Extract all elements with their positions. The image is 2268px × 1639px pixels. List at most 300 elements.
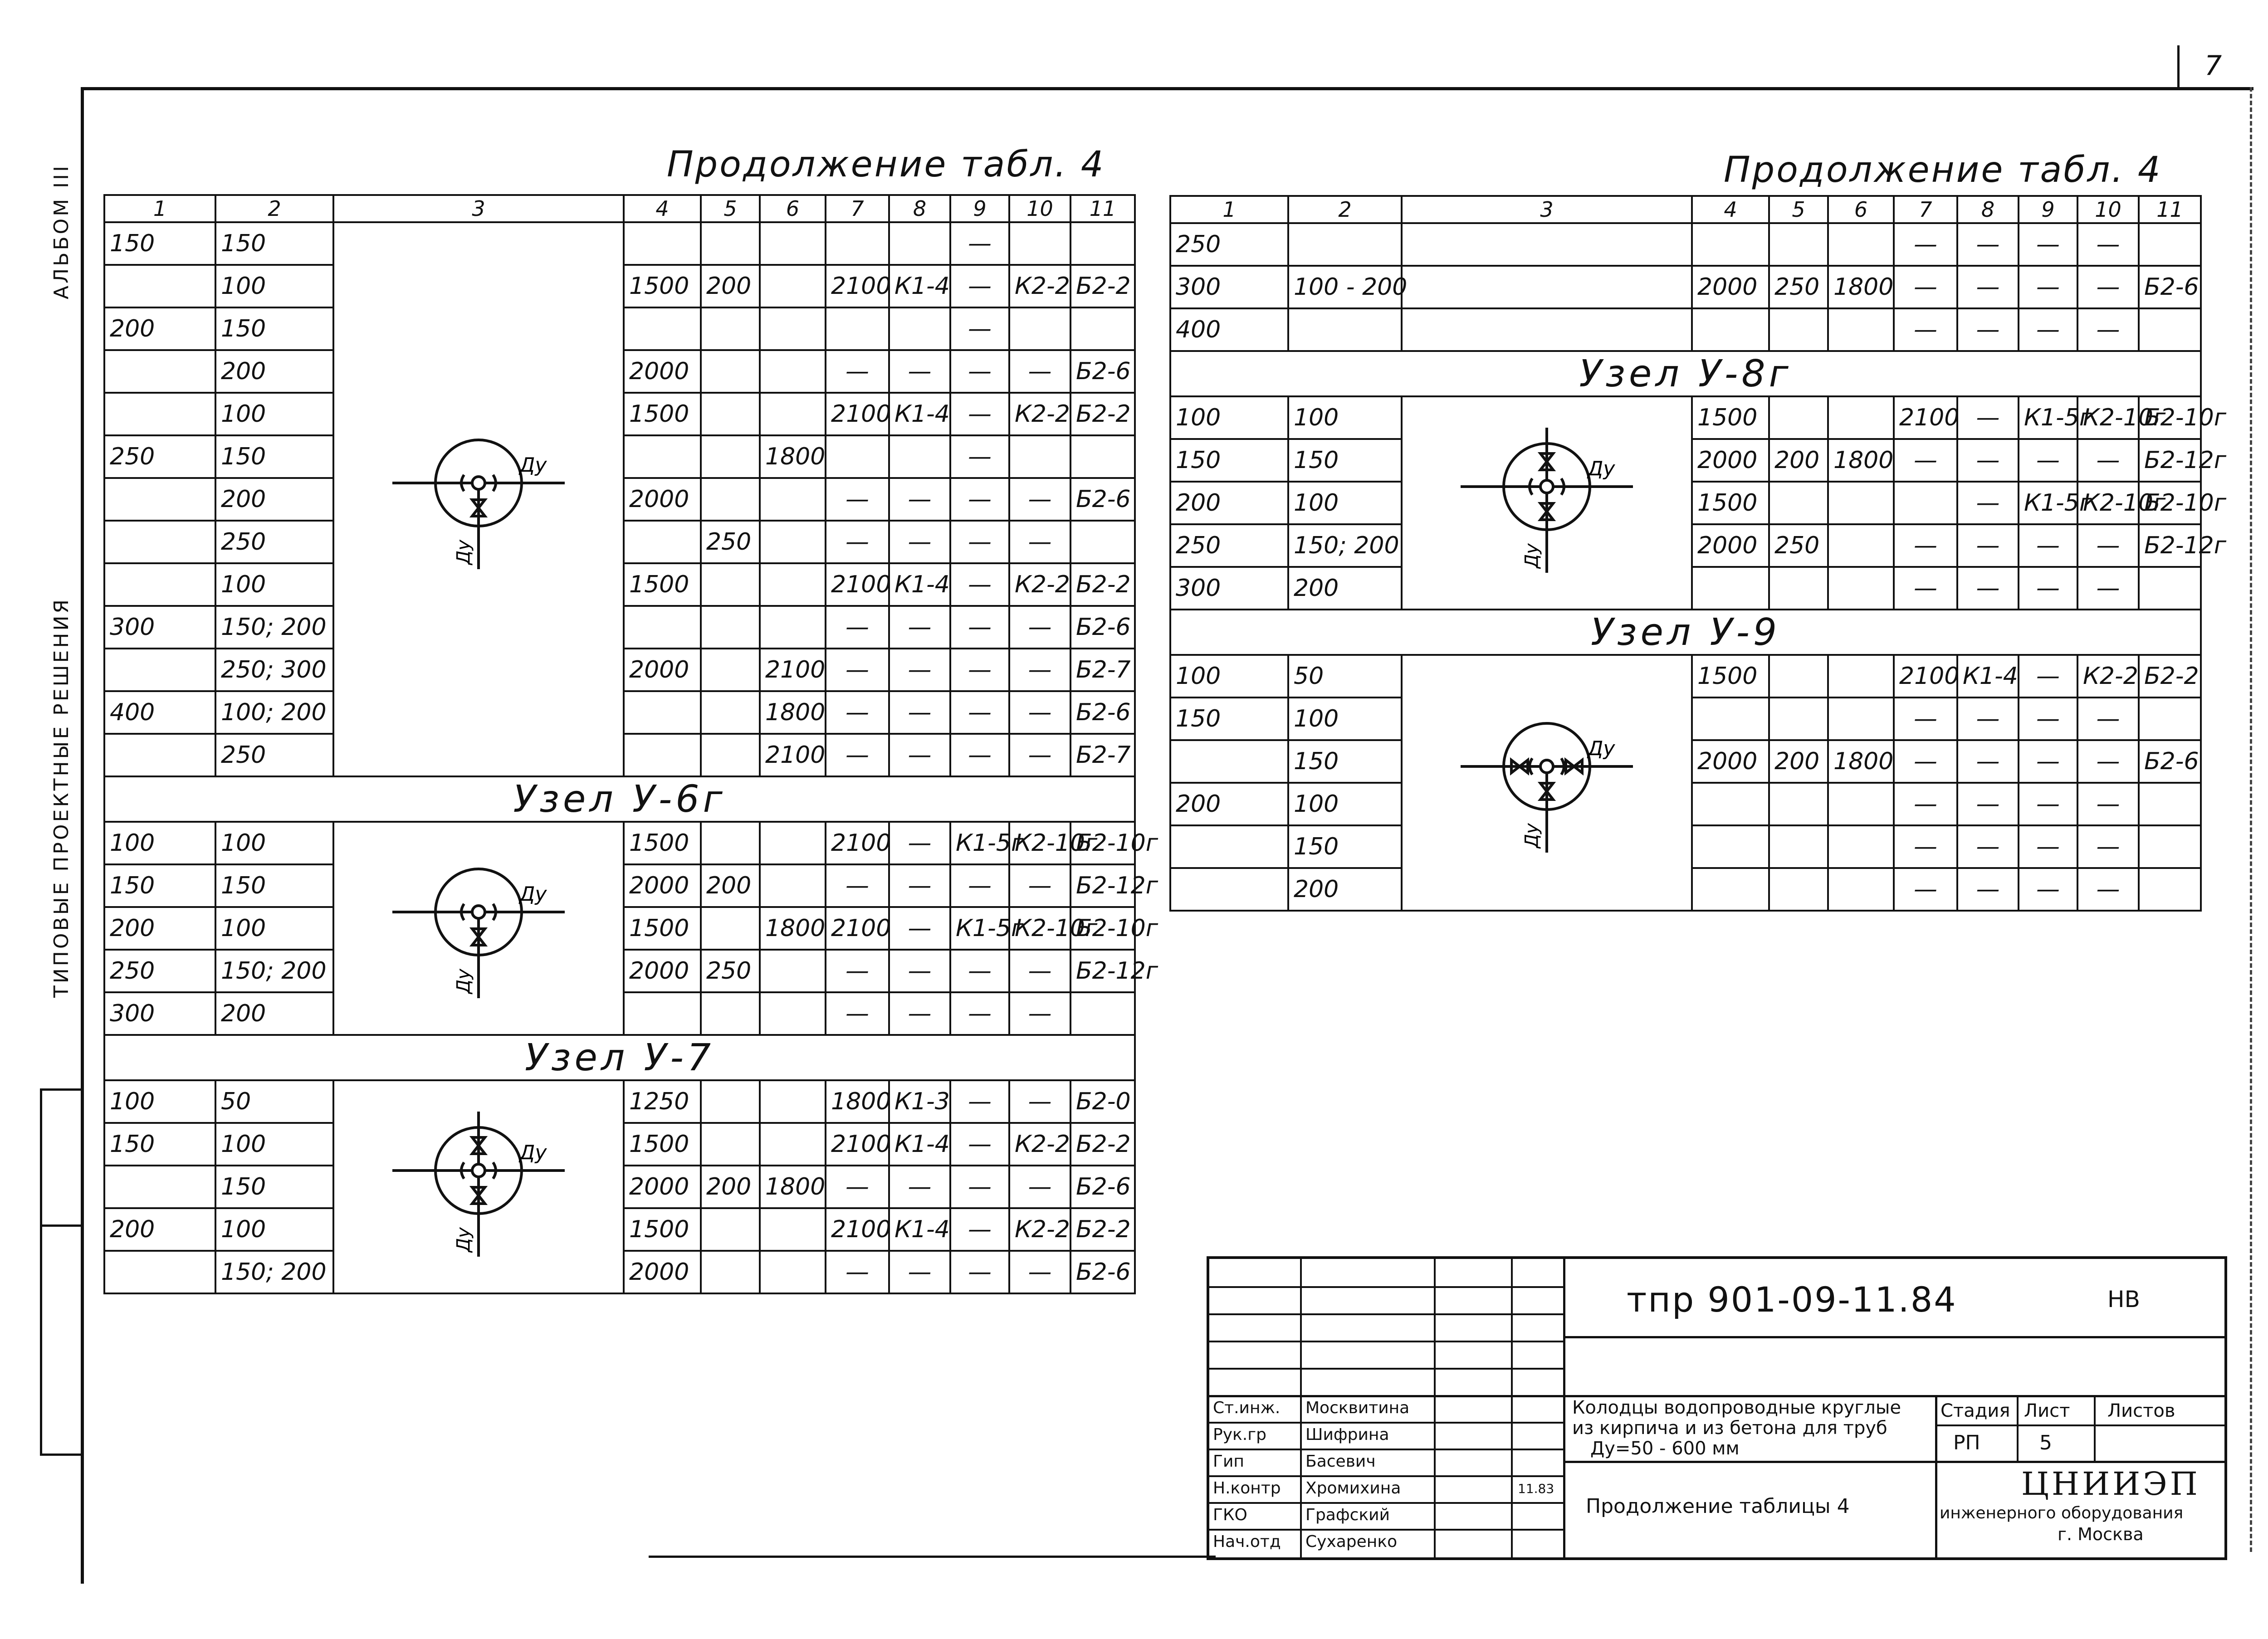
table-cell bbox=[104, 393, 215, 435]
table-cell: 2100 bbox=[826, 1123, 889, 1166]
table-cell bbox=[701, 992, 760, 1035]
table-cell: 100 bbox=[1288, 396, 1402, 439]
table-cell bbox=[1828, 825, 1894, 868]
table-cell: 50 bbox=[215, 1080, 333, 1123]
table-cell: 2100 bbox=[826, 907, 889, 950]
table-cell: — bbox=[1894, 223, 1957, 266]
table-cell: 200 bbox=[104, 907, 215, 950]
table-cell bbox=[104, 1166, 215, 1208]
table-cell bbox=[889, 222, 950, 265]
table-cell bbox=[1828, 698, 1894, 740]
table-cell: — bbox=[826, 864, 889, 907]
table-cell bbox=[760, 521, 826, 563]
table-cell bbox=[1070, 521, 1135, 563]
table-cell: — bbox=[826, 350, 889, 393]
node-symbol-u9 bbox=[1452, 698, 1642, 862]
table-cell bbox=[760, 478, 826, 521]
table-cell bbox=[1828, 223, 1894, 266]
table-cell: — bbox=[1009, 864, 1070, 907]
table-cell: 100 bbox=[215, 393, 333, 435]
table-cell: К2-10г bbox=[1009, 822, 1070, 864]
table-cell: 2000 bbox=[624, 950, 701, 992]
table-cell: — bbox=[2077, 223, 2139, 266]
table-cell: — bbox=[1957, 567, 2019, 610]
table-cell: 1500 bbox=[624, 1208, 701, 1251]
table-cell: 150 bbox=[215, 1166, 333, 1208]
dy-label-vertical: Ду bbox=[1521, 823, 1542, 848]
tb-org-col bbox=[1935, 1461, 1937, 1557]
table-cell bbox=[1402, 308, 1692, 351]
table-cell: 300 bbox=[1170, 266, 1288, 308]
table-cell: 250 bbox=[701, 521, 760, 563]
table-cell: Б2-6 bbox=[1070, 606, 1135, 649]
node-diagram-cell bbox=[1402, 396, 1692, 610]
table-cell bbox=[104, 265, 215, 307]
table-cell: К1-5г bbox=[2019, 396, 2077, 439]
table-cell: — bbox=[1894, 524, 1957, 567]
table-cell: — bbox=[2019, 698, 2077, 740]
table-cell: 250 bbox=[104, 950, 215, 992]
table-cell: 1500 bbox=[1692, 655, 1769, 698]
table-cell: 1800 bbox=[1828, 740, 1894, 783]
table-cell: Б2-2 bbox=[1070, 265, 1135, 307]
table-cell: — bbox=[2019, 524, 2077, 567]
table-cell: — bbox=[950, 222, 1009, 265]
table-cell: Б2-2 bbox=[1070, 393, 1135, 435]
node-u6g-title: Узел У-6г bbox=[104, 776, 1135, 822]
table-cell: 200 bbox=[104, 1208, 215, 1251]
table-cell: — bbox=[889, 950, 950, 992]
dy-label-vertical: Ду bbox=[453, 1227, 474, 1252]
bottom-rule bbox=[649, 1556, 1216, 1558]
table-cell bbox=[2139, 783, 2201, 825]
dy-label-horizontal: Ду bbox=[519, 1141, 547, 1164]
table-cell bbox=[1769, 482, 1828, 524]
table-cell bbox=[1769, 825, 1828, 868]
table-cell: Б2-6 bbox=[2139, 266, 2201, 308]
table-cell: — bbox=[826, 521, 889, 563]
table-cell bbox=[760, 265, 826, 307]
table-cell: 150 bbox=[1288, 439, 1402, 482]
tb-row-line bbox=[1209, 1313, 1563, 1315]
table-cell: 150; 200 bbox=[215, 950, 333, 992]
table-cell bbox=[1769, 783, 1828, 825]
table-cell: 1800 bbox=[1828, 266, 1894, 308]
tb-description-2: из кирпича и из бетона для труб bbox=[1572, 1418, 1887, 1439]
table-cell: — bbox=[1894, 698, 1957, 740]
table-cell bbox=[1070, 222, 1135, 265]
table-cell: К2-10г bbox=[2077, 396, 2139, 439]
table-cell bbox=[1170, 868, 1288, 911]
table-cell: 200 bbox=[701, 265, 760, 307]
table-cell: — bbox=[1894, 439, 1957, 482]
table-cell: — bbox=[1894, 825, 1957, 868]
tb-person-name: Графский bbox=[1305, 1506, 1390, 1524]
table-cell bbox=[1769, 223, 1828, 266]
table-cell: — bbox=[1009, 521, 1070, 563]
table-cell: 100; 200 bbox=[215, 691, 333, 734]
table-cell bbox=[2139, 308, 2201, 351]
table-cell: К1-5г bbox=[2019, 482, 2077, 524]
column-header-5: 5 bbox=[701, 195, 760, 222]
table-cell: 2100 bbox=[826, 265, 889, 307]
table-cell: — bbox=[1009, 734, 1070, 776]
table-cell: К1-4 bbox=[889, 393, 950, 435]
table-cell: 200 bbox=[1170, 482, 1288, 524]
side-box bbox=[40, 1088, 83, 1456]
table-cell: — bbox=[2019, 439, 2077, 482]
table-cell: — bbox=[950, 606, 1009, 649]
table-cell: 2100 bbox=[760, 734, 826, 776]
table-cell bbox=[1692, 868, 1769, 911]
header-row bbox=[1170, 196, 2201, 223]
node-u8g-title: Узел У-8г bbox=[1170, 351, 2201, 396]
table-cell: — bbox=[889, 606, 950, 649]
table-cell: 2000 bbox=[1692, 439, 1769, 482]
table-cell: Б2-2 bbox=[1070, 563, 1135, 606]
table-cell: 150 bbox=[104, 1123, 215, 1166]
table-cell: — bbox=[826, 649, 889, 691]
table-cell: К2-10г bbox=[1009, 907, 1070, 950]
table-cell bbox=[760, 563, 826, 606]
page-number: 7 bbox=[2204, 50, 2222, 82]
table-cell bbox=[1828, 524, 1894, 567]
table-cell: 2000 bbox=[624, 649, 701, 691]
table-cell bbox=[624, 992, 701, 1035]
table-cell: — bbox=[2077, 524, 2139, 567]
table-cell: 100 bbox=[215, 563, 333, 606]
table-cell bbox=[760, 350, 826, 393]
table-cell bbox=[1170, 740, 1288, 783]
table-cell: 200 bbox=[215, 350, 333, 393]
table-cell: — bbox=[1009, 478, 1070, 521]
table-cell: Б2-2 bbox=[1070, 1208, 1135, 1251]
tb-role: ГКО bbox=[1213, 1506, 1247, 1524]
side-label: ТИПОВЫЕ ПРОЕКТНЫЕ РЕШЕНИЯ bbox=[50, 597, 73, 998]
table-cell: 1500 bbox=[624, 265, 701, 307]
left-data-table bbox=[103, 194, 1158, 1294]
table-cell: — bbox=[950, 435, 1009, 478]
tb-stage-col bbox=[2017, 1395, 2019, 1461]
table-cell: Б2-0 bbox=[1070, 1080, 1135, 1123]
node-diagram-cell bbox=[1402, 655, 1692, 911]
table-cell: — bbox=[1009, 992, 1070, 1035]
table-cell: 1500 bbox=[624, 1123, 701, 1166]
table-cell: Б2-12г bbox=[1070, 864, 1135, 907]
frame-right-edge bbox=[2250, 87, 2252, 1552]
table-cell: 100 bbox=[215, 907, 333, 950]
table-cell: 100 bbox=[215, 1123, 333, 1166]
table-cell: — bbox=[1009, 691, 1070, 734]
table-cell: Б2-7 bbox=[1070, 649, 1135, 691]
table-cell: Б2-10г bbox=[2139, 396, 2201, 439]
table-cell bbox=[624, 606, 701, 649]
table-cell bbox=[760, 992, 826, 1035]
table-cell: — bbox=[889, 864, 950, 907]
table-cell bbox=[760, 950, 826, 992]
table-cell: К1-4 bbox=[889, 1123, 950, 1166]
table-cell bbox=[701, 1080, 760, 1123]
table-cell bbox=[889, 435, 950, 478]
table-cell: — bbox=[1894, 783, 1957, 825]
dy-label-vertical: Ду bbox=[453, 968, 474, 994]
table-cell: 150 bbox=[1170, 439, 1288, 482]
table-cell: К1-5г bbox=[950, 822, 1009, 864]
table-cell: — bbox=[2077, 439, 2139, 482]
column-header-5: 5 bbox=[1769, 196, 1828, 223]
table-row bbox=[1170, 655, 2201, 698]
node-u7-title: Узел У-7 bbox=[104, 1035, 1135, 1080]
table-cell: — bbox=[950, 1166, 1009, 1208]
table-cell bbox=[826, 435, 889, 478]
table-cell bbox=[760, 307, 826, 350]
table-cell bbox=[701, 478, 760, 521]
node-symbol-u7 bbox=[383, 1102, 574, 1266]
table-cell bbox=[1009, 435, 1070, 478]
table-cell: — bbox=[950, 1251, 1009, 1293]
table-cell: 200 bbox=[701, 864, 760, 907]
column-header-7: 7 bbox=[1894, 196, 1957, 223]
table-cell: — bbox=[826, 992, 889, 1035]
table-cell: — bbox=[889, 907, 950, 950]
table-cell: 100 bbox=[104, 822, 215, 864]
table-cell bbox=[701, 393, 760, 435]
table-cell: К1-4 bbox=[889, 265, 950, 307]
table-cell: 200 bbox=[1769, 439, 1828, 482]
table-cell: 2000 bbox=[1692, 740, 1769, 783]
table-cell: Б2-6 bbox=[1070, 691, 1135, 734]
table-cell: — bbox=[950, 265, 1009, 307]
table-row bbox=[1170, 308, 2201, 351]
table-cell: — bbox=[950, 1208, 1009, 1251]
table-cell: 100 bbox=[215, 265, 333, 307]
column-header-11: 11 bbox=[2139, 196, 2201, 223]
table-cell bbox=[1828, 655, 1894, 698]
dy-label-horizontal: Ду bbox=[1588, 737, 1615, 760]
tb-stage-row bbox=[1935, 1424, 2225, 1426]
tb-org-line3: г. Москва bbox=[2058, 1524, 2144, 1544]
table-cell: 1500 bbox=[1692, 482, 1769, 524]
table-cell: — bbox=[1957, 524, 2019, 567]
table-cell: — bbox=[2077, 783, 2139, 825]
table-cell: — bbox=[950, 350, 1009, 393]
node-u8g-row bbox=[1170, 351, 2201, 396]
tb-row-line bbox=[1209, 1529, 1563, 1531]
tb-description-3: Ду=50 - 600 мм bbox=[1590, 1438, 1740, 1459]
table-cell: 250 bbox=[1170, 524, 1288, 567]
table-cell bbox=[1692, 567, 1769, 610]
tb-role: Н.контр bbox=[1213, 1479, 1281, 1498]
table-cell: — bbox=[889, 478, 950, 521]
table-cell: — bbox=[2077, 308, 2139, 351]
column-header-1: 1 bbox=[1170, 196, 1288, 223]
table-cell: 150 bbox=[104, 222, 215, 265]
table-cell bbox=[1828, 308, 1894, 351]
table-cell: К2-2 bbox=[1009, 393, 1070, 435]
table-cell: 150 bbox=[1288, 740, 1402, 783]
table-cell: — bbox=[1894, 266, 1957, 308]
table-cell: Б2-6 bbox=[1070, 478, 1135, 521]
table-cell: — bbox=[950, 1123, 1009, 1166]
table-cell: 200 bbox=[215, 992, 333, 1035]
table-cell bbox=[1402, 266, 1692, 308]
table-cell: 100 bbox=[1170, 655, 1288, 698]
table-cell: 150 bbox=[215, 307, 333, 350]
table-cell: — bbox=[1894, 868, 1957, 911]
table-cell: 100 bbox=[104, 1080, 215, 1123]
tb-org-line2: инженерного оборудования bbox=[1940, 1504, 2184, 1522]
table-cell: — bbox=[1009, 1251, 1070, 1293]
table-cell: — bbox=[1957, 868, 2019, 911]
column-header-4: 4 bbox=[624, 195, 701, 222]
table-cell: 100 bbox=[1288, 783, 1402, 825]
table-cell bbox=[1692, 825, 1769, 868]
table-cell: К1-4 bbox=[889, 563, 950, 606]
tb-role: Нач.отд bbox=[1213, 1532, 1281, 1551]
table-cell bbox=[2139, 698, 2201, 740]
table-cell bbox=[1070, 307, 1135, 350]
tb-row-line bbox=[1209, 1502, 1563, 1504]
table-cell: 2000 bbox=[1692, 524, 1769, 567]
tb-row-line bbox=[1209, 1341, 1563, 1342]
node-u7-row bbox=[104, 1035, 1135, 1080]
table-cell: 250 bbox=[104, 435, 215, 478]
table-cell: — bbox=[826, 1251, 889, 1293]
column-header-10: 10 bbox=[2077, 196, 2139, 223]
node-diagram-cell bbox=[333, 822, 624, 1035]
table-cell bbox=[104, 563, 215, 606]
tb-stage-label: Стадия bbox=[1941, 1400, 2010, 1421]
table-cell: — bbox=[1957, 482, 2019, 524]
table-cell bbox=[701, 222, 760, 265]
table-cell: 100 bbox=[215, 1208, 333, 1251]
tb-sheet-title: Продолжение таблицы 4 bbox=[1586, 1495, 1850, 1518]
table-cell: К2-10г bbox=[2077, 482, 2139, 524]
table-cell: — bbox=[2077, 740, 2139, 783]
table-cell bbox=[701, 822, 760, 864]
table-cell: Б2-10г bbox=[1070, 822, 1135, 864]
table-cell: 2000 bbox=[624, 1251, 701, 1293]
table-cell bbox=[1692, 698, 1769, 740]
table-cell: — bbox=[1957, 698, 2019, 740]
table-cell bbox=[1828, 567, 1894, 610]
table-cell bbox=[1009, 222, 1070, 265]
tb-code: тпр 901-09-11.84 bbox=[1627, 1279, 1957, 1320]
table-cell: — bbox=[2077, 266, 2139, 308]
table-cell: — bbox=[889, 1251, 950, 1293]
table-cell: Б2-2 bbox=[2139, 655, 2201, 698]
table-cell: — bbox=[950, 691, 1009, 734]
table-row bbox=[1170, 396, 2201, 439]
tb-row-line bbox=[1209, 1286, 1563, 1288]
table-cell bbox=[701, 1123, 760, 1166]
table-cell: — bbox=[1957, 223, 2019, 266]
tb-sign-date: 11.83 bbox=[1518, 1481, 1554, 1496]
table-cell bbox=[760, 222, 826, 265]
table-cell: 2100 bbox=[826, 563, 889, 606]
table-cell: — bbox=[1009, 1080, 1070, 1123]
table-cell: К1-5г bbox=[950, 907, 1009, 950]
table-cell bbox=[701, 907, 760, 950]
table-cell: 250 bbox=[215, 734, 333, 776]
table-cell: К2-2 bbox=[2077, 655, 2139, 698]
table-cell: Б2-10г bbox=[2139, 482, 2201, 524]
table-cell: 100 bbox=[1170, 396, 1288, 439]
table-cell bbox=[624, 521, 701, 563]
table-cell: — bbox=[826, 478, 889, 521]
column-header-6: 6 bbox=[1828, 196, 1894, 223]
table-cell: 1800 bbox=[1828, 439, 1894, 482]
node-symbol-tee bbox=[383, 844, 574, 1007]
table-cell: — bbox=[950, 563, 1009, 606]
table-cell bbox=[701, 1251, 760, 1293]
table-cell bbox=[104, 521, 215, 563]
table-cell bbox=[624, 734, 701, 776]
table-cell: — bbox=[2077, 868, 2139, 911]
table-cell: К2-2 bbox=[1009, 1208, 1070, 1251]
table-cell: 100 bbox=[215, 822, 333, 864]
table-cell: 1500 bbox=[624, 393, 701, 435]
column-header-8: 8 bbox=[889, 195, 950, 222]
table-cell: — bbox=[1894, 567, 1957, 610]
table-cell bbox=[701, 734, 760, 776]
table-cell: 1800 bbox=[760, 435, 826, 478]
table-cell: 100 bbox=[1288, 482, 1402, 524]
table-cell: 400 bbox=[104, 691, 215, 734]
table-cell bbox=[826, 307, 889, 350]
table-cell bbox=[1828, 396, 1894, 439]
table-cell bbox=[760, 822, 826, 864]
node-symbol-tee bbox=[383, 415, 574, 578]
table-cell: 250 bbox=[1769, 524, 1828, 567]
table-cell: 150 bbox=[1170, 698, 1288, 740]
table-cell bbox=[104, 478, 215, 521]
node-u9-title: Узел У-9 bbox=[1170, 610, 2201, 655]
table-cell: 200 bbox=[1288, 567, 1402, 610]
table-cell: 200 bbox=[1288, 868, 1402, 911]
tb-row-line bbox=[1209, 1422, 1563, 1424]
table-cell: К1-4 bbox=[1957, 655, 2019, 698]
table-cell: 200 bbox=[215, 478, 333, 521]
table-cell: Б2-10г bbox=[1070, 907, 1135, 950]
table-cell: Б2-6 bbox=[1070, 1166, 1135, 1208]
table-cell: 300 bbox=[1170, 567, 1288, 610]
table-cell bbox=[1828, 783, 1894, 825]
table-cell: — bbox=[889, 1166, 950, 1208]
table-cell: 150 bbox=[215, 864, 333, 907]
table-cell bbox=[1828, 868, 1894, 911]
column-header-9: 9 bbox=[2019, 196, 2077, 223]
table-cell: К1-4 bbox=[889, 1208, 950, 1251]
tb-stage-col bbox=[2094, 1395, 2096, 1461]
table-cell bbox=[1070, 992, 1135, 1035]
table-cell: 250 bbox=[215, 521, 333, 563]
table-cell: 150 bbox=[104, 864, 215, 907]
tb-sheets-label: Листов bbox=[2107, 1400, 2175, 1421]
table-cell: — bbox=[889, 734, 950, 776]
header-row bbox=[104, 195, 1135, 222]
column-header-3: 3 bbox=[1402, 196, 1692, 223]
table-cell: К1-3 bbox=[889, 1080, 950, 1123]
table-cell: 150 bbox=[1288, 825, 1402, 868]
table-cell: 1800 bbox=[760, 907, 826, 950]
table-cell bbox=[624, 435, 701, 478]
right-data-table bbox=[1169, 195, 2227, 912]
table-cell: К2-2 bbox=[1009, 1123, 1070, 1166]
table-cell bbox=[104, 649, 215, 691]
table-cell: — bbox=[889, 649, 950, 691]
table-cell: Б2-6 bbox=[1070, 1251, 1135, 1293]
